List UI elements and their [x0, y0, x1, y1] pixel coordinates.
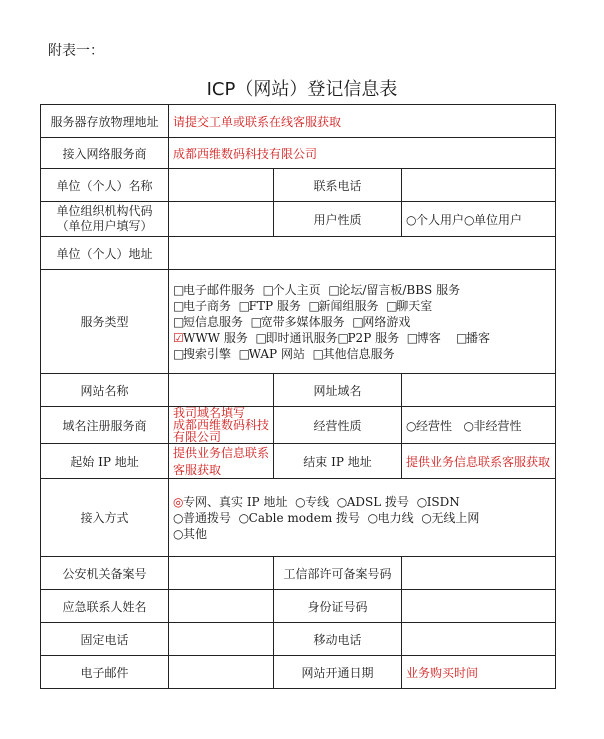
site-open-date-value[interactable]: 业务购买时间: [402, 656, 556, 689]
radio-mark: ○: [464, 212, 475, 227]
radio-wireless[interactable]: [421, 511, 479, 525]
checkbox-mark: □: [173, 346, 185, 361]
checkbox-im-service[interactable]: [255, 331, 337, 345]
checkbox-label: 其他信息服务: [322, 346, 395, 361]
row-site-name: [41, 374, 556, 407]
service-options-row: [173, 298, 551, 314]
radio-other[interactable]: [173, 527, 207, 541]
radio-mark: ○: [173, 510, 184, 525]
user-nature-label: 用户性质: [274, 202, 402, 237]
access-options-row: [173, 494, 551, 510]
row-emergency: [41, 590, 556, 623]
radio-organization-user[interactable]: [464, 213, 522, 227]
start-ip-label: 起始 IP 地址: [41, 444, 169, 479]
checkbox-label: 播客: [466, 330, 491, 345]
radio-label: 电力线: [377, 510, 414, 525]
start-ip-value[interactable]: 提供业务信息联系客服获取: [169, 444, 274, 479]
user-nature-options: [402, 202, 556, 237]
radio-label: 专线: [305, 494, 330, 509]
unit-name-label: 单位（个人）名称: [41, 169, 169, 202]
row-police: [41, 557, 556, 590]
checkbox-mark: □: [173, 298, 185, 313]
id-number-field[interactable]: [402, 590, 556, 623]
radio-individual-user[interactable]: [406, 213, 464, 227]
radio-label: 个人用户: [416, 212, 465, 227]
service-type-label: 服务类型: [41, 270, 169, 374]
miit-license-field[interactable]: [402, 557, 556, 590]
row-phones: [41, 623, 556, 656]
checkbox-other-info-service[interactable]: [313, 347, 395, 361]
radio-mark: ○: [421, 510, 432, 525]
radio-label: 普通拨号: [183, 510, 232, 525]
row-server-address: [41, 105, 556, 138]
service-type-options: [169, 270, 556, 374]
radio-label: Cable modem 拨号: [248, 510, 361, 525]
row-org-code: [41, 202, 556, 237]
radio-powerline[interactable]: [368, 511, 414, 525]
access-method-label: 接入方式: [41, 479, 169, 557]
radio-dedicated-network[interactable]: [173, 495, 287, 509]
checkbox-sms-service[interactable]: [173, 315, 243, 329]
checkbox-personal-homepage[interactable]: [263, 283, 321, 297]
checkbox-mark: □: [173, 282, 185, 297]
email-label: 电子邮件: [41, 656, 169, 689]
isp-value[interactable]: 成都西维数码科技有限公司: [169, 138, 556, 169]
checkbox-checked-mark: ☑: [173, 330, 184, 345]
business-nature-options: [402, 407, 556, 444]
radio-label: 单位用户: [474, 212, 523, 227]
checkbox-label: 电子商务: [183, 298, 232, 313]
checkbox-search-engine[interactable]: [173, 347, 231, 361]
checkbox-mark: □: [456, 330, 468, 345]
access-method-options: [169, 479, 556, 557]
server-address-value[interactable]: 请提交工单或联系在线客服获取: [169, 105, 556, 138]
checkbox-mark: □: [312, 346, 324, 361]
checkbox-label: 博客: [416, 330, 441, 345]
appendix-label: 附表一：: [48, 43, 104, 59]
radio-leased-line[interactable]: [295, 495, 329, 509]
registrar-label: 域名注册服务商: [41, 407, 169, 444]
isp-label: 接入网络服务商: [41, 138, 169, 169]
registrar-value-line2: 成都西维数码科技有限公司: [173, 418, 270, 444]
checkbox-mark: □: [328, 282, 340, 297]
checkbox-label: 即时通讯服务: [265, 330, 338, 345]
checkbox-blog[interactable]: [407, 331, 441, 345]
org-code-field[interactable]: [169, 202, 274, 237]
form-title: ICP（网站）登记信息表: [206, 79, 398, 100]
registrar-value[interactable]: [169, 407, 274, 444]
checkbox-podcast[interactable]: [456, 331, 490, 345]
radio-selected-mark: ◎: [173, 494, 184, 509]
police-record-label: 公安机关备案号: [41, 557, 169, 590]
service-options-row: [173, 346, 551, 362]
row-access-method: [41, 479, 556, 557]
checkbox-mark: □: [406, 330, 419, 345]
radio-non-commercial[interactable]: [463, 419, 521, 433]
row-unit-address: [41, 237, 556, 270]
checkbox-label: 个人主页: [272, 282, 321, 297]
emergency-contact-field[interactable]: [169, 590, 274, 623]
org-code-label-line1: 单位组织机构代码: [56, 204, 153, 218]
site-name-field[interactable]: [169, 374, 274, 407]
checkbox-label: WAP 网站: [248, 346, 305, 361]
row-isp: [41, 138, 556, 169]
checkbox-label: 论坛/留言板/BBS 服务: [338, 282, 461, 297]
radio-cable-modem[interactable]: [239, 511, 360, 525]
checkbox-mark: □: [173, 314, 185, 329]
radio-mark: ○: [406, 212, 417, 227]
radio-adsl[interactable]: [337, 495, 409, 509]
business-nature-label: 经营性质: [274, 407, 402, 444]
checkbox-label: 电子邮件服务: [183, 282, 256, 297]
checkbox-label: 聊天室: [396, 298, 433, 313]
police-record-field[interactable]: [169, 557, 274, 590]
radio-commercial[interactable]: [406, 419, 452, 433]
checkbox-label: 宽带多媒体服务: [260, 314, 345, 329]
radio-dialup[interactable]: [173, 511, 231, 525]
checkbox-mark: □: [337, 330, 349, 345]
site-name-label: 网站名称: [41, 374, 169, 407]
checkbox-email-service[interactable]: [173, 283, 255, 297]
unit-name-field[interactable]: [169, 169, 274, 202]
checkbox-www-service[interactable]: [173, 331, 248, 345]
checkbox-bbs-service[interactable]: [328, 283, 460, 297]
fixed-phone-field[interactable]: [169, 623, 274, 656]
checkbox-mark: □: [255, 330, 267, 345]
org-code-label: [41, 202, 169, 237]
radio-mark: ○: [406, 418, 417, 433]
checkbox-mark: □: [308, 298, 320, 313]
service-options-row: [173, 282, 551, 298]
checkbox-ftp-service[interactable]: [239, 299, 301, 313]
end-ip-label: 结束 IP 地址: [274, 444, 402, 479]
contact-phone-field[interactable]: [402, 169, 556, 202]
checkbox-label: 短信息服务: [183, 314, 244, 329]
checkbox-mark: □: [352, 314, 364, 329]
registrar-value-line1: 我司域名填写: [173, 406, 246, 420]
checkbox-mark: □: [262, 282, 274, 297]
server-address-label: 服务器存放物理地址: [41, 105, 169, 138]
radio-label: 非经营性: [473, 418, 522, 433]
checkbox-p2p-service[interactable]: [337, 331, 399, 345]
fixed-phone-label: 固定电话: [41, 623, 169, 656]
checkbox-ecommerce[interactable]: [173, 299, 231, 313]
checkbox-online-games[interactable]: [352, 315, 410, 329]
mobile-phone-field[interactable]: [402, 623, 556, 656]
checkbox-label: WWW 服务: [183, 330, 248, 345]
row-email: [41, 656, 556, 689]
domain-label: 网址域名: [274, 374, 402, 407]
mobile-phone-label: 移动电话: [274, 623, 402, 656]
checkbox-label: FTP 服务: [248, 298, 301, 313]
end-ip-value[interactable]: 提供业务信息联系客服获取: [402, 444, 556, 479]
row-unit-name: [41, 169, 556, 202]
radio-mark: ○: [238, 510, 250, 525]
radio-mark: ○: [416, 494, 428, 509]
checkbox-newsgroup-service[interactable]: [309, 299, 379, 313]
access-options-row: [173, 510, 551, 526]
radio-label: 经营性: [416, 418, 453, 433]
radio-label: ADSL 拨号: [346, 494, 410, 509]
row-service-type: [41, 270, 556, 374]
radio-label: 其他: [183, 526, 208, 541]
contact-phone-label: 联系电话: [274, 169, 402, 202]
access-options-row: [173, 526, 551, 542]
radio-mark: ○: [295, 494, 306, 509]
radio-mark: ○: [336, 494, 348, 509]
checkbox-label: P2P 服务: [347, 330, 400, 345]
checkbox-chatroom[interactable]: [386, 299, 432, 313]
service-options-row: [173, 330, 551, 346]
unit-address-field[interactable]: [169, 237, 556, 270]
radio-label: 无线上网: [431, 510, 480, 525]
site-open-date-label: 网站开通日期: [274, 656, 402, 689]
checkbox-mark: □: [238, 298, 250, 313]
checkbox-mark: □: [250, 314, 262, 329]
checkbox-mark: □: [386, 298, 398, 313]
radio-label: 专网、真实 IP 地址: [183, 494, 288, 509]
checkbox-broadband-multimedia[interactable]: [251, 315, 345, 329]
icp-registration-table: [40, 104, 556, 689]
miit-license-label: 工信部许可备案号码: [274, 557, 402, 590]
radio-mark: ○: [463, 418, 474, 433]
domain-field[interactable]: [402, 374, 556, 407]
service-options-row: [173, 314, 551, 330]
id-number-label: 身份证号码: [274, 590, 402, 623]
email-field[interactable]: [169, 656, 274, 689]
emergency-contact-label: 应急联系人姓名: [41, 590, 169, 623]
radio-isdn[interactable]: [417, 495, 460, 509]
unit-address-label: 单位（个人）地址: [41, 237, 169, 270]
checkbox-label: 网络游戏: [362, 314, 411, 329]
radio-mark: ○: [173, 526, 184, 541]
checkbox-mark: □: [238, 346, 250, 361]
row-registrar: [41, 407, 556, 444]
checkbox-label: 新闻组服务: [318, 298, 379, 313]
radio-mark: ○: [367, 510, 379, 525]
checkbox-label: 搜索引擎: [183, 346, 232, 361]
radio-label: ISDN: [426, 494, 460, 509]
org-code-label-line2: （单位用户填写）: [56, 219, 153, 233]
row-ip-range: [41, 444, 556, 479]
checkbox-wap-site[interactable]: [239, 347, 305, 361]
